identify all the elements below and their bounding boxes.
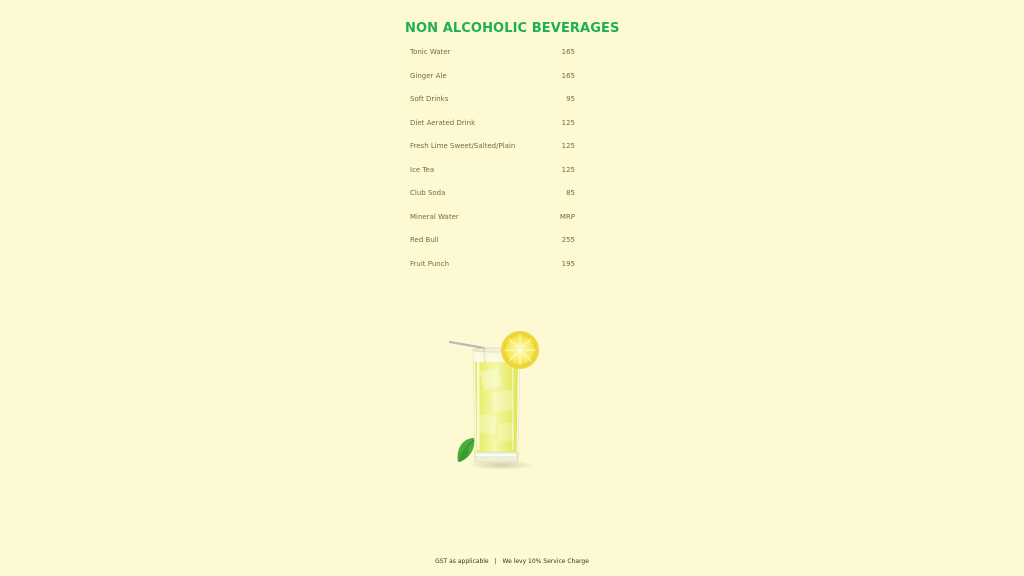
lemonade-glass-icon [446, 328, 546, 472]
leaf-icon [458, 438, 475, 462]
footer-separator: | [494, 558, 497, 565]
menu-title: NON ALCOHOLIC BEVERAGES [405, 21, 620, 36]
menu-item [410, 117, 575, 141]
menu-item-name: Ginger Ale [410, 71, 447, 80]
menu-item [410, 211, 575, 235]
gst-note: GST as applicable [435, 558, 489, 565]
menu-item [410, 93, 575, 117]
menu-item-price: 125 [561, 118, 575, 127]
menu-item-price: 95 [566, 95, 575, 103]
menu-item-list [410, 46, 575, 281]
menu-item-price: 165 [561, 48, 575, 56]
menu-item-price: 255 [561, 236, 575, 244]
menu-item-name: Club Soda [410, 189, 446, 197]
menu-item [410, 46, 575, 70]
menu-item-name: Fresh Lime Sweet/Salted/Plain [410, 142, 516, 150]
menu-item [410, 70, 575, 94]
menu-item [410, 140, 575, 164]
service-charge-note: We levy 10% Service Charge [502, 558, 589, 565]
menu-item [410, 164, 575, 188]
menu-item-name: Red Bull [410, 236, 439, 244]
menu-item-name: Mineral Water [410, 212, 459, 221]
footer-note [0, 558, 1024, 565]
menu-item-name: Soft Drinks [410, 95, 449, 103]
menu-item-price: 85 [566, 189, 575, 197]
menu-item-name: Tonic Water [410, 48, 451, 56]
menu-item-price: 195 [561, 259, 575, 268]
menu-item-name: Fruit Punch [410, 259, 450, 268]
menu-item-price: 165 [561, 71, 575, 80]
menu-item [410, 187, 575, 211]
menu-item-price: 125 [561, 142, 575, 150]
lemon-slice-icon [501, 331, 539, 369]
menu-item [410, 258, 575, 282]
menu-item-name: Diet Aerated Drink [410, 118, 476, 127]
menu-item-price: 125 [561, 165, 575, 174]
menu-item [410, 234, 575, 258]
menu-item-name: Ice Tea [410, 165, 435, 174]
menu-item-price: MRP [559, 212, 575, 221]
